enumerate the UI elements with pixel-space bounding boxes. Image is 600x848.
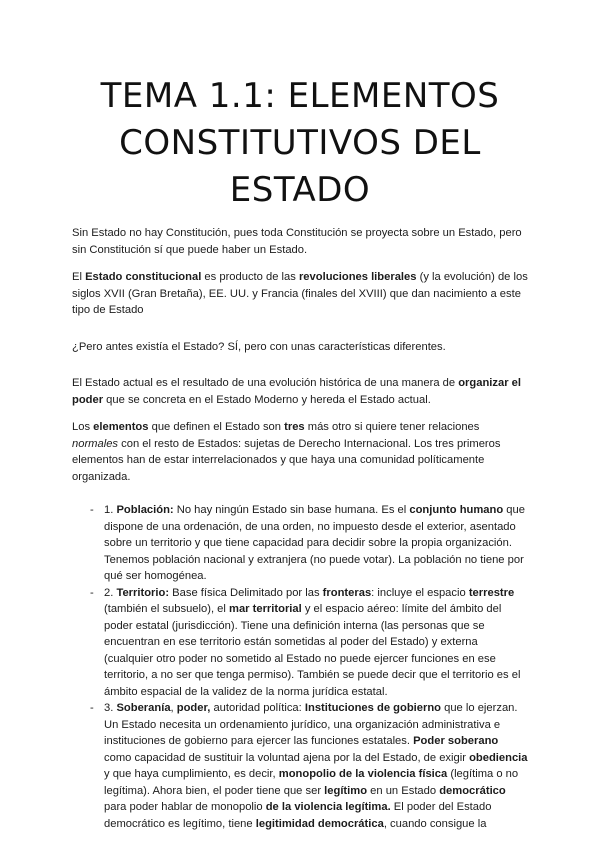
text-run: en un Estado: [367, 784, 440, 797]
item-number: 3.: [104, 702, 117, 714]
text-run: que definen el Estado son: [148, 421, 285, 433]
text-run: que se concreta en el Estado Moderno y hereda el Estado actual.: [103, 393, 431, 406]
text-run: con el resto de Estados: sujetas de Derecho Internacional. Los tres primeros elementos han de estar interrelacionados y que haya una comunidad políticamente organizada.: [72, 437, 501, 483]
bold-term: conjunto humano: [409, 504, 504, 516]
bold-term: monopolio de la violencia física: [278, 768, 448, 780]
text-run: Los: [72, 421, 94, 433]
text-run: más otro si quiere tener relaciones: [304, 421, 480, 433]
bold-term: obediencia: [469, 751, 528, 764]
text-run: El poder del Estado democrático es legítimo, tiene: [104, 801, 492, 830]
bold-term: Instituciones de gobierno: [304, 702, 441, 714]
paragraph-question: ¿Pero antes existía el Estado? SÍ, pero con unas características diferentes.: [72, 340, 446, 353]
text-run: , cuando consigue la: [383, 817, 487, 830]
bold-term: Población:: [116, 504, 174, 516]
bold-term: Estado constitucional: [85, 271, 202, 283]
bold-term: democrático: [439, 784, 506, 797]
text-run: es producto de las: [201, 271, 299, 283]
text-run: (también el subsuelo), el: [104, 603, 229, 615]
bold-term: elementos: [93, 421, 149, 433]
title-line-2: CONSTITUTIVOS DEL: [119, 123, 481, 163]
item-number: 1.: [104, 504, 117, 516]
text-run: Base física Delimitado por las: [169, 586, 323, 599]
text-run: que lo ejerzan. Un Estado necesita un ordenamiento jurídico, una organización administrativa e instituciones de gobierno para ejercer las funciones estatales.: [104, 702, 518, 747]
list-item-soberania: [72, 700, 528, 832]
text-run: El: [72, 271, 86, 283]
text-run: ,: [170, 702, 177, 714]
list-item-territorio: [72, 585, 528, 701]
bold-term: poder,: [176, 702, 211, 714]
paragraph-elementos: [72, 419, 528, 485]
bold-term: revoluciones liberales: [298, 271, 417, 283]
bold-term: legítimo: [324, 784, 368, 797]
list-dash: -: [90, 586, 94, 599]
paragraph-estado-actual: [72, 375, 528, 408]
text-run: (y la evolución) de los siglos XVII (Gran Bretaña), EE. UU. y Francia (finales del XVIII) que dan nacimiento a este tipo de Estado: [72, 271, 528, 316]
text-run: que dispone de una ordenación, de una orden, no impuesto desde el exterior, asentado sobre un territorio y que tiene capacidad para decidir sobre la propia organización. Tenemos población nacional y extranjera (no puede votar). La población no tiene por qué ser homogénea.: [104, 504, 525, 582]
bold-term: Territorio:: [116, 586, 170, 599]
text-run: El Estado actual es el resultado de una evolución histórica de una manera de: [72, 377, 459, 389]
item-number: 2.: [104, 586, 117, 599]
bold-term: mar territorial: [229, 603, 302, 615]
title-line-3: ESTADO: [229, 170, 371, 210]
bold-term: legitimidad democrática: [255, 817, 384, 830]
text-run: (legítima o no legítima). Ahora bien, el poder tiene que ser: [104, 768, 519, 797]
text-run: autoridad política:: [210, 702, 305, 714]
bold-term: Soberanía: [116, 702, 171, 714]
bold-term: tres: [284, 421, 305, 433]
italic-term: normales: [72, 437, 119, 450]
text-run: como capacidad de sustituir la voluntad ajena por la del Estado, de exigir: [104, 751, 470, 764]
text-run: para poder hablar de monopolio: [104, 801, 266, 813]
paragraph-intro: Sin Estado no hay Constitución, pues toda Constitución se proyecta sobre un Estado, pero sin Constitución sí que puede haber un Estado.: [72, 227, 522, 256]
title-line-1: TEMA 1.1: ELEMENTOS: [100, 76, 500, 116]
text-run: No hay ningún Estado sin base humana. Es el: [173, 504, 410, 516]
list-item-poblacion: [72, 502, 528, 585]
text-run: : incluye el espacio: [371, 586, 469, 599]
bold-term: de la violencia legítima.: [265, 801, 391, 813]
bold-term: Poder soberano: [413, 735, 499, 747]
text-run: y que haya cumplimiento, es decir,: [104, 768, 279, 780]
bold-term: fronteras: [322, 586, 372, 599]
elements-list: [72, 502, 528, 832]
bold-term: organizar el poder: [72, 377, 522, 406]
page-title: [72, 0, 528, 214]
bold-term: terrestre: [468, 586, 515, 599]
text-run: y el espacio aéreo: límite del ámbito del poder estatal (jurisdicción). Tiene una definición interna (las personas que se encuentran en ese territorio están sometidas al poder del Estado) y externa (cualquier otro poder no sometido al Estado no puede ejercer funciones en ese territorio, a no ser que tenga permiso). También se puede decir que el territorio es el ámbito espacial de la validez de la norma jurídica estatal.: [104, 603, 521, 698]
list-dash: -: [90, 702, 94, 714]
list-dash: -: [90, 504, 94, 516]
paragraph-estado-constitucional: [72, 269, 528, 319]
